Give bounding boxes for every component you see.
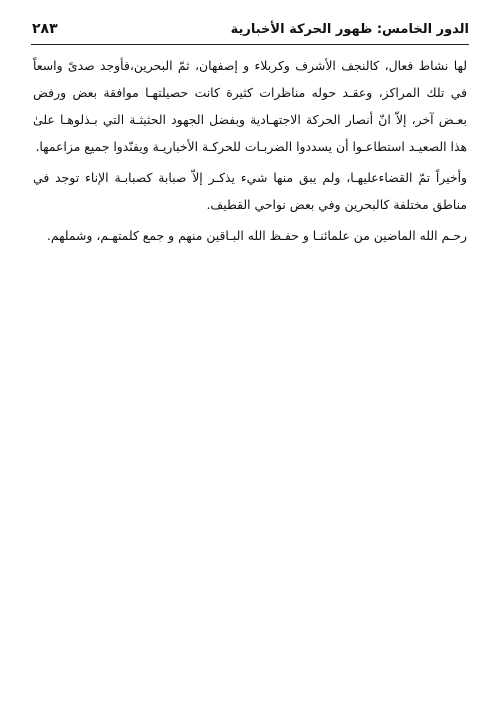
paragraph: وأخيراً تمّ القضاءعليهـا، ولم يبق منها شيء يذكـر إلاّ صبابة كصبابـة الإناء توجد في مناطق مختلفة كالبحرين وفي بعض نواحي القطيف. xyxy=(33,170,467,212)
running-header xyxy=(32,16,469,42)
paragraph: لها نشاط فعال، كالنجف الأشرف وكربلاء و إصفهان، ثمّ البحرين،فأوجد صدىً واسعاً في تلك المراكز، وعقـد حوله مناظرات كثيرة كانت حصيلتهـا موافقة بعض ورفض بعـض آخر، إلاّ انّ أنصار الحركة الاجتهـادية وبفضل الجهود الحثيثـة التي بـذلوهـا علىٰ هذا الصعيـد استطاعـوا أن يسددوا الضربـات للحركـة الأخباريـة ويفنّدوا جميع مزاعمها. xyxy=(33,58,467,154)
chapter-title: الدور الخامس: ظهور الحركة الأخبارية xyxy=(230,21,469,37)
body-text xyxy=(33,52,467,249)
header-divider xyxy=(31,44,469,45)
paragraph: رحـم الله الماضين من علمائنـا و حفـظ الله البـاقين منهم و جمع كلمتهـم، وشملهم. xyxy=(46,228,467,243)
page-number: ٢٨٣ xyxy=(32,21,58,37)
